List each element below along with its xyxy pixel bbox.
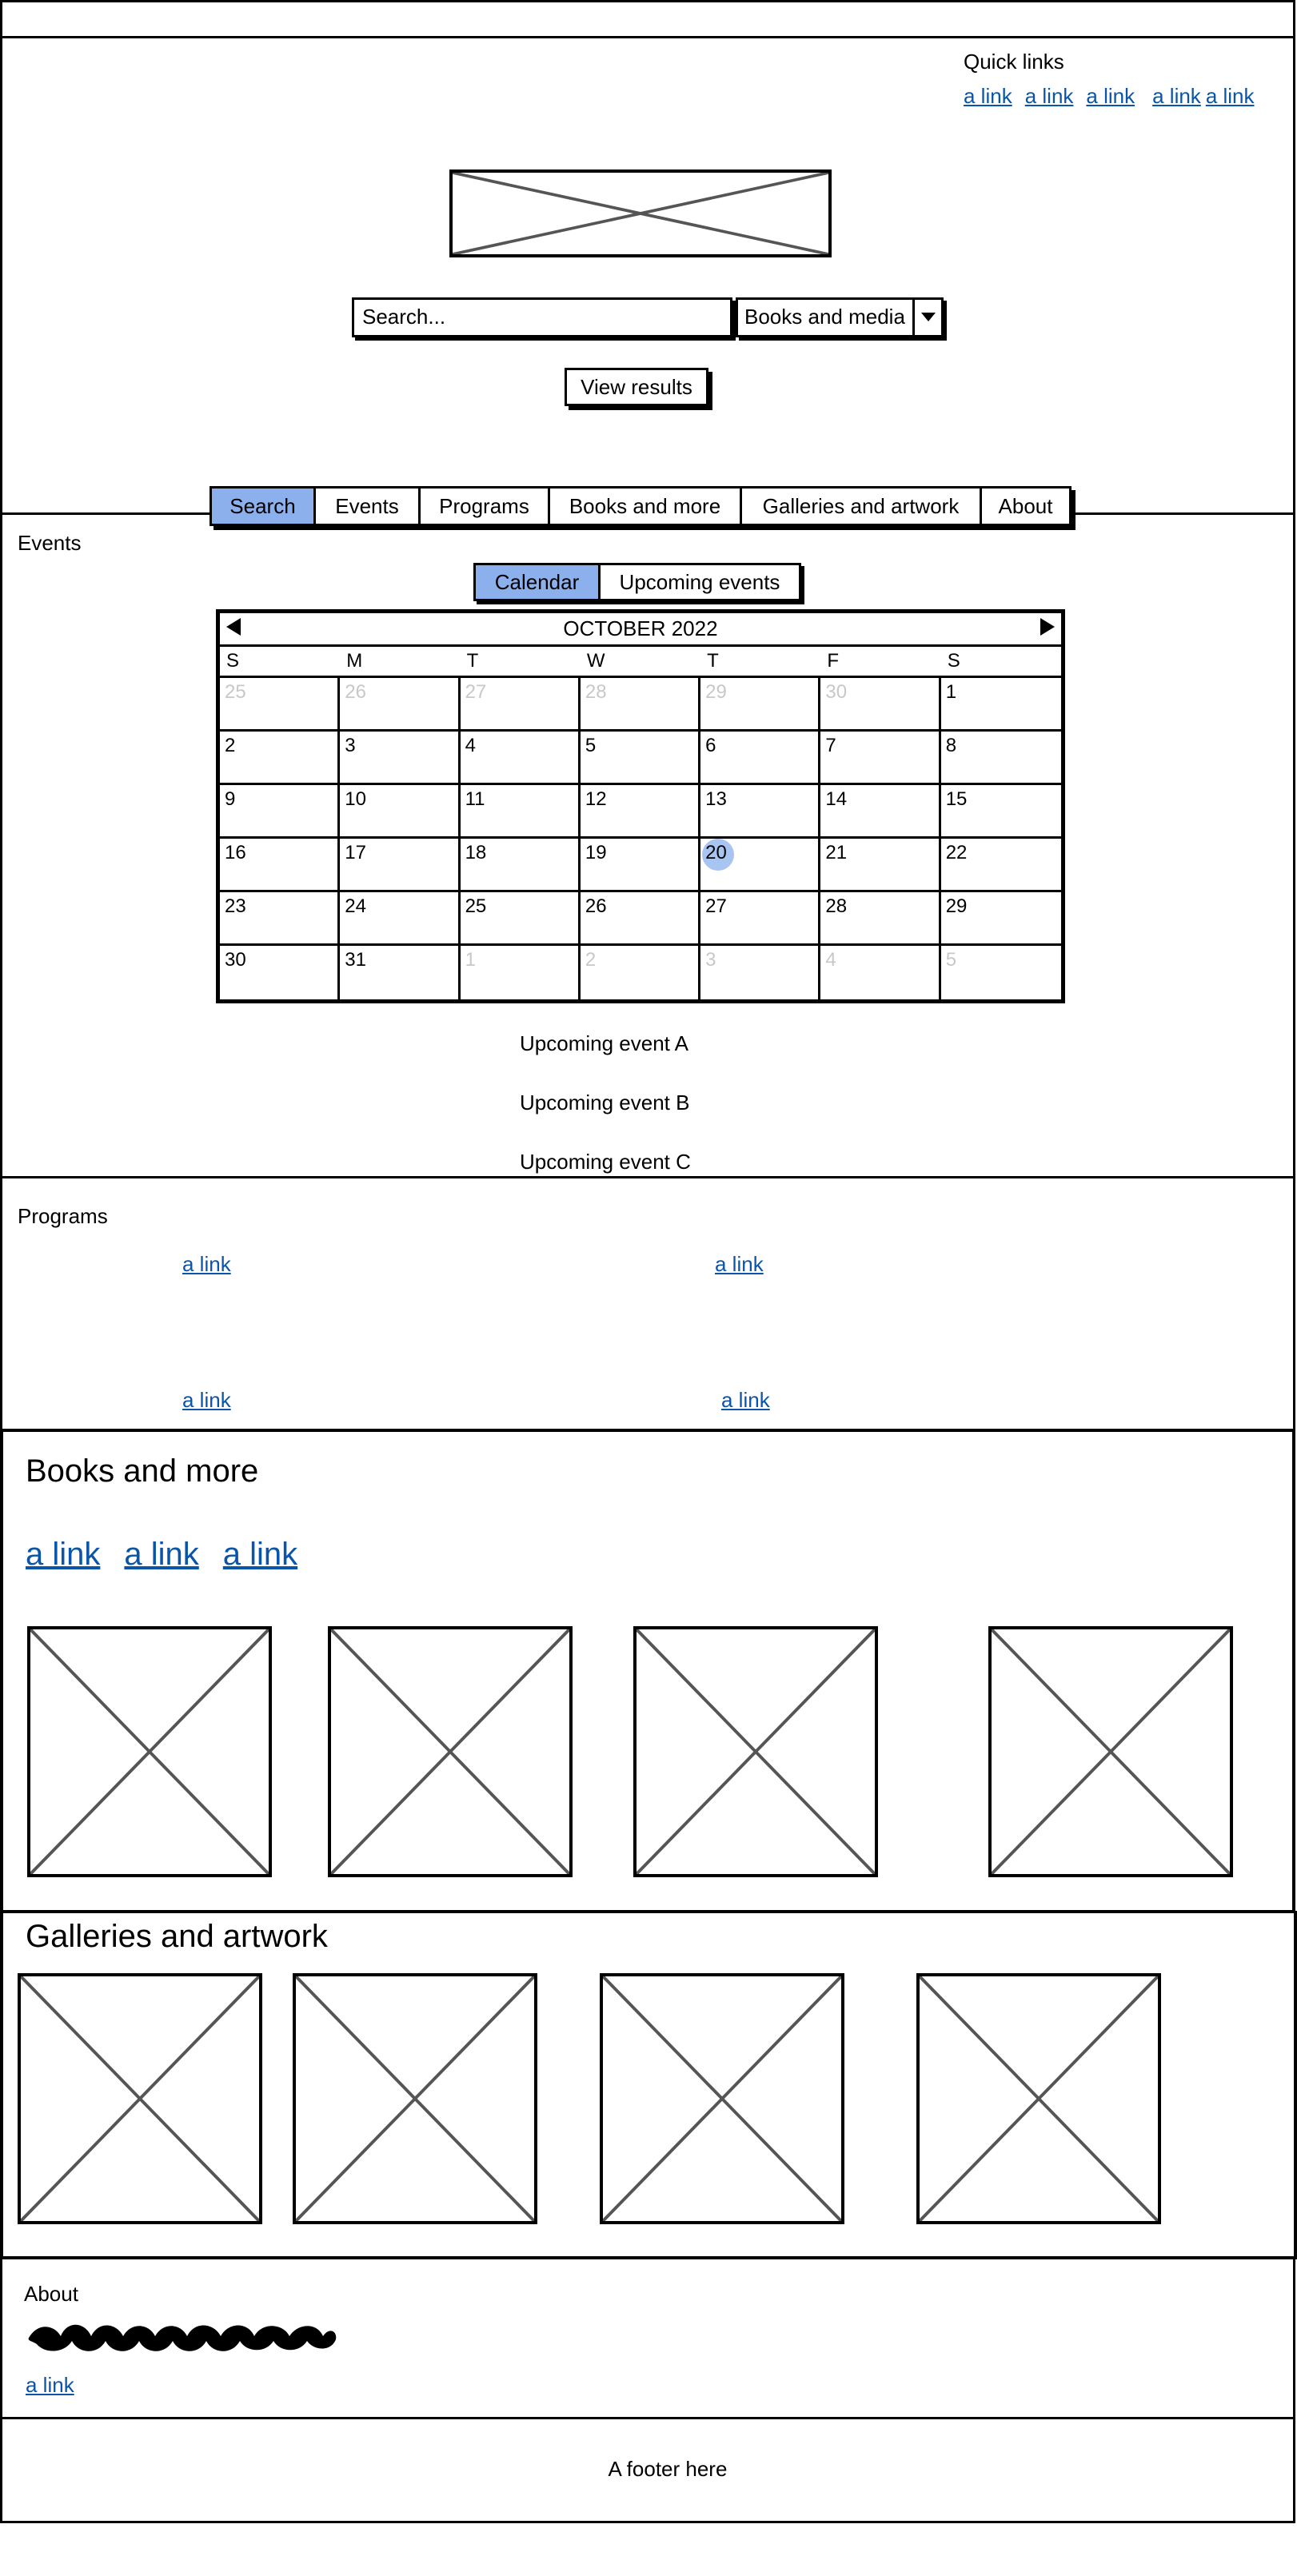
calendar-day-number: 4 bbox=[465, 735, 476, 756]
calendar-day[interactable] bbox=[820, 732, 940, 785]
weekday-label: M bbox=[346, 650, 363, 672]
about-link[interactable]: a link bbox=[26, 2373, 74, 2397]
gallery-image[interactable] bbox=[293, 1973, 537, 2224]
calendar-day[interactable] bbox=[700, 946, 820, 999]
category-select-value: Books and media bbox=[744, 305, 905, 329]
calendar-day-number: 18 bbox=[465, 842, 487, 863]
weekday-label: S bbox=[226, 650, 240, 672]
prev-month-icon[interactable] bbox=[226, 618, 241, 640]
about-title: About bbox=[24, 2282, 78, 2306]
calendar-day[interactable] bbox=[820, 946, 940, 999]
gallery-image[interactable] bbox=[18, 1973, 262, 2224]
tab-calendar[interactable]: Calendar bbox=[476, 565, 601, 599]
calendar-day-number: 3 bbox=[705, 949, 716, 971]
calendar-day-number: 29 bbox=[705, 681, 727, 703]
calendar-day-number: 12 bbox=[585, 788, 607, 810]
calendar-day-number: 5 bbox=[585, 735, 597, 756]
gallery-image[interactable] bbox=[600, 1973, 844, 2224]
calendar-day[interactable] bbox=[220, 946, 340, 999]
quick-link-4[interactable]: a link bbox=[1152, 84, 1201, 108]
calendar-day[interactable] bbox=[820, 678, 940, 732]
calendar-month: OCTOBER 2022 bbox=[563, 616, 718, 640]
calendar-day-number: 13 bbox=[705, 788, 727, 810]
calendar-day-number: 23 bbox=[225, 895, 246, 917]
calendar-day-number: 15 bbox=[945, 788, 968, 810]
calendar-day[interactable] bbox=[220, 678, 340, 732]
tab-events[interactable]: Events bbox=[316, 488, 421, 524]
calendar-day-number: 24 bbox=[345, 895, 366, 917]
calendar-day[interactable] bbox=[461, 892, 581, 946]
calendar-day[interactable] bbox=[461, 946, 581, 999]
calendar-day[interactable] bbox=[461, 785, 581, 839]
calendar-day[interactable] bbox=[581, 732, 700, 785]
calendar-day[interactable] bbox=[941, 678, 1061, 732]
calendar-day-number: 1 bbox=[945, 681, 957, 703]
calendar-day-number: 22 bbox=[945, 842, 968, 863]
calendar-day[interactable] bbox=[700, 732, 820, 785]
quick-link-5[interactable]: a link bbox=[1205, 84, 1255, 108]
calendar-day[interactable] bbox=[581, 892, 700, 946]
calendar-day[interactable] bbox=[820, 785, 940, 839]
book-image[interactable] bbox=[633, 1626, 878, 1877]
category-select[interactable] bbox=[736, 297, 944, 337]
calendar-day-number: 20 bbox=[705, 842, 727, 863]
program-link[interactable]: a link bbox=[721, 1388, 770, 1412]
calendar-day[interactable] bbox=[340, 946, 460, 999]
calendar-day-number: 30 bbox=[225, 949, 246, 971]
calendar-day-number: 3 bbox=[345, 735, 356, 756]
calendar-day[interactable] bbox=[340, 892, 460, 946]
calendar-day[interactable] bbox=[220, 892, 340, 946]
book-image[interactable] bbox=[27, 1626, 272, 1877]
calendar-days bbox=[220, 678, 1061, 999]
calendar-day[interactable] bbox=[700, 785, 820, 839]
calendar-day-number: 4 bbox=[825, 949, 836, 971]
weekday-label: F bbox=[827, 650, 840, 672]
books-link[interactable]: a link bbox=[124, 1537, 199, 1572]
calendar-day-number: 29 bbox=[945, 895, 968, 917]
calendar-day-number: 2 bbox=[225, 735, 236, 756]
calendar-day-number: 16 bbox=[225, 842, 246, 863]
calendar-day[interactable] bbox=[941, 892, 1061, 946]
books-links bbox=[26, 1537, 297, 1573]
calendar-day[interactable] bbox=[700, 678, 820, 732]
books-title: Books and more bbox=[26, 1453, 259, 1489]
books-link[interactable]: a link bbox=[26, 1537, 101, 1572]
chevron-down-icon[interactable] bbox=[912, 300, 941, 335]
book-image[interactable] bbox=[328, 1626, 573, 1877]
browser-top-bar bbox=[0, 0, 1295, 38]
next-month-icon[interactable] bbox=[1040, 618, 1055, 640]
calendar-day-number: 25 bbox=[225, 681, 246, 703]
calendar-day[interactable] bbox=[941, 946, 1061, 999]
upcoming-event[interactable]: Upcoming event C bbox=[520, 1150, 691, 1174]
quick-link-1[interactable]: a link bbox=[964, 84, 1012, 108]
calendar-day[interactable] bbox=[340, 839, 460, 892]
calendar-day[interactable] bbox=[820, 839, 940, 892]
books-link[interactable]: a link bbox=[222, 1537, 298, 1572]
calendar-day-number: 31 bbox=[345, 949, 366, 971]
calendar-day[interactable] bbox=[340, 785, 460, 839]
calendar-day[interactable] bbox=[581, 785, 700, 839]
calendar-day[interactable] bbox=[220, 732, 340, 785]
calendar-day[interactable] bbox=[461, 678, 581, 732]
events-title: Events bbox=[18, 531, 82, 555]
calendar-header bbox=[220, 613, 1061, 647]
calendar-day-number: 26 bbox=[345, 681, 366, 703]
calendar-day[interactable] bbox=[941, 785, 1061, 839]
calendar-day-number: 2 bbox=[585, 949, 597, 971]
tab-upcoming-events[interactable]: Upcoming events bbox=[619, 569, 780, 594]
calendar-day-number: 8 bbox=[945, 735, 957, 756]
galleries-title: Galleries and artwork bbox=[26, 1919, 328, 1954]
calendar-day-number: 9 bbox=[225, 788, 236, 810]
footer bbox=[0, 2417, 1295, 2523]
calendar-day-number: 28 bbox=[825, 895, 848, 917]
view-results-button[interactable]: View results bbox=[565, 368, 708, 406]
calendar-day[interactable] bbox=[220, 785, 340, 839]
calendar-day-number: 5 bbox=[945, 949, 957, 971]
calendar-day[interactable] bbox=[700, 839, 820, 892]
weekday-label: W bbox=[586, 650, 605, 672]
weekday-label: T bbox=[707, 650, 719, 672]
tab-programs[interactable]: Programs bbox=[421, 488, 550, 524]
calendar-day-number: 25 bbox=[465, 895, 487, 917]
calendar-day-number: 19 bbox=[585, 842, 607, 863]
calendar-day[interactable] bbox=[941, 839, 1061, 892]
calendar-day-number: 14 bbox=[825, 788, 848, 810]
search-input[interactable] bbox=[352, 297, 732, 337]
calendar-day[interactable] bbox=[581, 946, 700, 999]
program-link[interactable]: a link bbox=[182, 1388, 231, 1412]
calendar-day-number: 27 bbox=[705, 895, 727, 917]
calendar-day[interactable] bbox=[220, 839, 340, 892]
calendar-day[interactable] bbox=[461, 732, 581, 785]
calendar-day[interactable] bbox=[941, 732, 1061, 785]
tab-books-and-more[interactable]: Books and more bbox=[550, 488, 742, 524]
calendar-day[interactable] bbox=[581, 678, 700, 732]
program-link[interactable]: a link bbox=[182, 1252, 231, 1276]
calendar-day[interactable] bbox=[340, 732, 460, 785]
events-view-toggle bbox=[473, 563, 801, 601]
calendar-day-number: 21 bbox=[825, 842, 848, 863]
redacted-text-scribble bbox=[22, 2312, 342, 2360]
calendar-day-number: 27 bbox=[465, 681, 487, 703]
tab-galleries-and-artwork[interactable]: Galleries and artwork bbox=[742, 488, 982, 524]
calendar-day[interactable] bbox=[461, 839, 581, 892]
calendar-day-number: 17 bbox=[345, 842, 366, 863]
calendar-day-number: 30 bbox=[825, 681, 848, 703]
upcoming-event[interactable]: Upcoming event B bbox=[520, 1091, 690, 1115]
quick-link-3[interactable]: a link bbox=[1086, 84, 1135, 108]
calendar-day-number: 26 bbox=[585, 895, 607, 917]
calendar-day-number: 6 bbox=[705, 735, 716, 756]
calendar-day-number: 10 bbox=[345, 788, 366, 810]
tab-about[interactable]: About bbox=[998, 493, 1053, 518]
gallery-image[interactable] bbox=[916, 1973, 1161, 2224]
footer-text: A footer here bbox=[608, 2456, 728, 2481]
book-image[interactable] bbox=[988, 1626, 1233, 1877]
upcoming-event[interactable]: Upcoming event A bbox=[520, 1031, 689, 1055]
calendar-day-number: 1 bbox=[465, 949, 476, 971]
calendar-day-number: 28 bbox=[585, 681, 607, 703]
calendar-weekdays bbox=[220, 647, 1061, 678]
programs-title: Programs bbox=[18, 1204, 108, 1228]
calendar-day-number: 11 bbox=[465, 788, 485, 810]
calendar-day[interactable] bbox=[340, 678, 460, 732]
calendar-day[interactable] bbox=[581, 839, 700, 892]
calendar-day-number: 7 bbox=[825, 735, 836, 756]
weekday-label: T bbox=[466, 650, 479, 672]
quick-link-2[interactable]: a link bbox=[1024, 84, 1074, 108]
tab-search[interactable]: Search bbox=[212, 488, 316, 524]
calendar bbox=[216, 609, 1065, 1003]
program-link[interactable]: a link bbox=[715, 1252, 764, 1276]
calendar-day[interactable] bbox=[820, 892, 940, 946]
calendar-day[interactable] bbox=[700, 892, 820, 946]
weekday-label: S bbox=[947, 650, 960, 672]
search-placeholder: Search... bbox=[362, 305, 446, 329]
quick-links bbox=[964, 84, 1255, 109]
logo-image bbox=[449, 169, 832, 257]
quick-links-title: Quick links bbox=[964, 50, 1064, 74]
